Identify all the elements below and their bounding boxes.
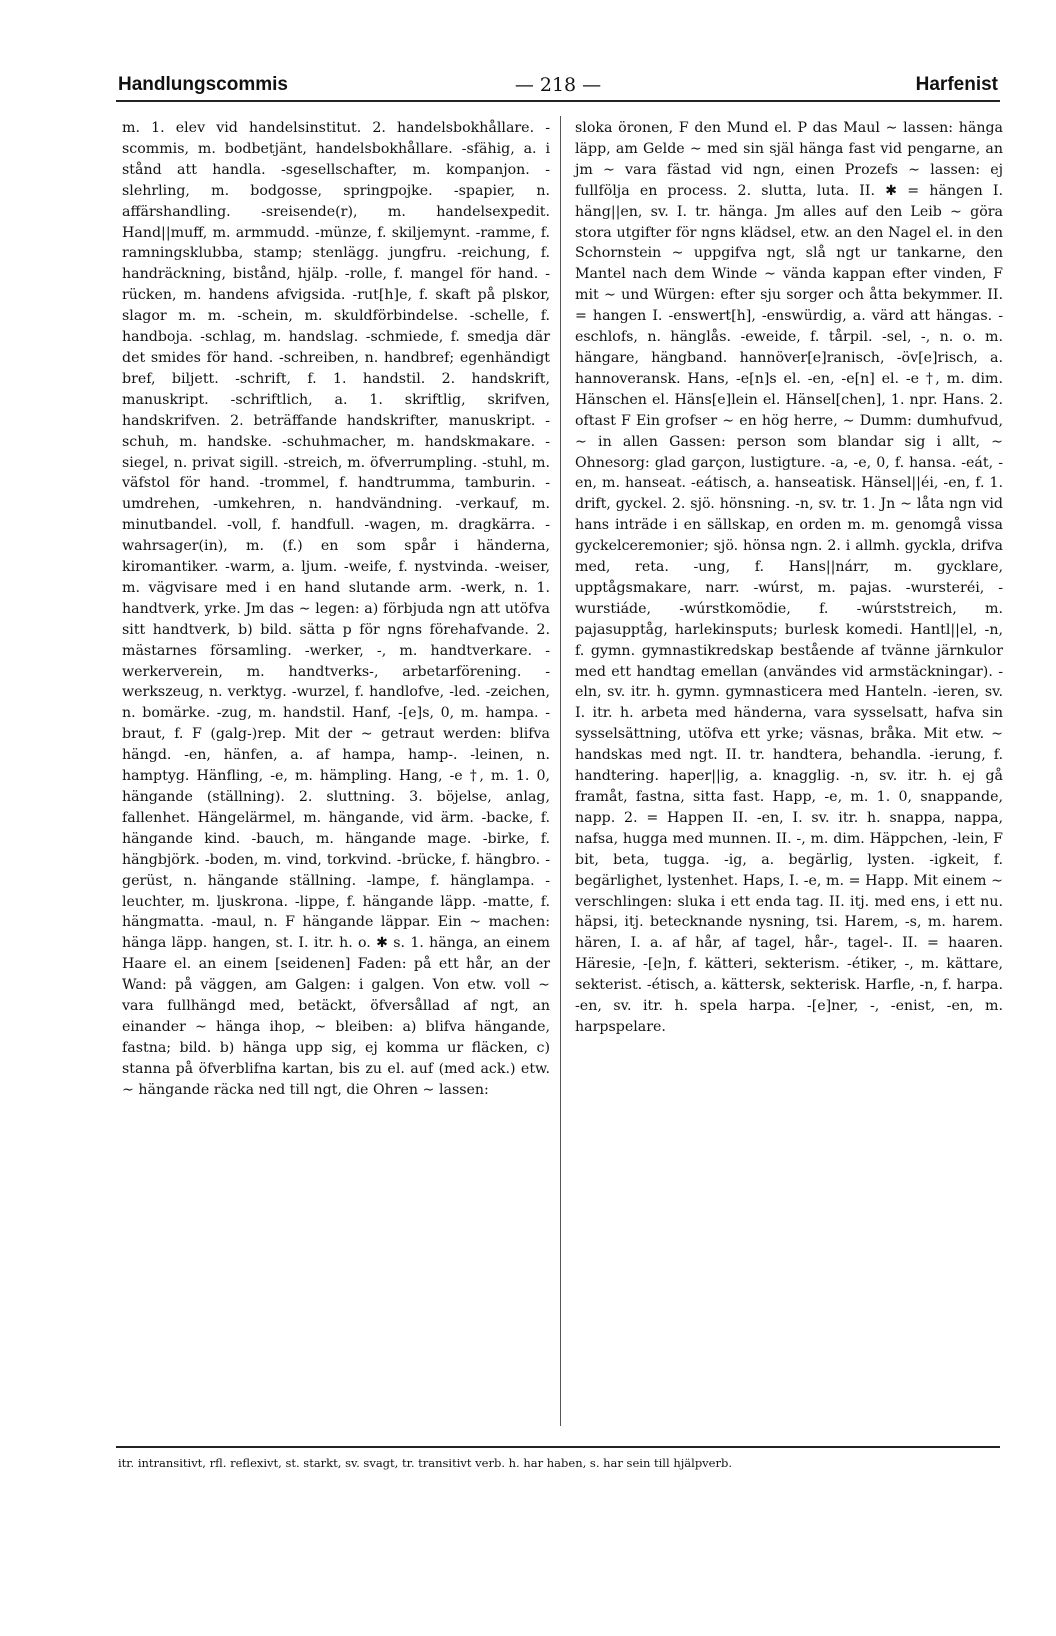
page-number: — 218 —	[514, 74, 602, 96]
footer-rule	[116, 1446, 1000, 1448]
right-column-text: sloka öronen, F den Mund el. P das Maul ∼ lassen: hänga läpp, am Gelde ∼ med sin själ hänga fast vid pengarne, an jm ∼ vara fästad vid ngn, einen Prozefs ∼ lassen: ej fullfölja en process. 2. slutta, luta. II. ✱ = hängen I. häng||en, sv. I. tr. hänga. Jm alles auf den Leib ∼ göra stora utgifter för ngns klädsel, etw. an den Nagel el. in den Schornstein ∼ uppgifva ngt, slå ngt ur tankarne, den Mantel nach dem Winde ∼ vända kappan efter vinden, F mit ∼ und Würgen: efter sju sorger och åtta bekymmer. II. = hangen I. -enswert[h], -enswürdig, a. värd att hängas. -eschlofs, n. hänglås. -eweide, f. tårpil. -sel, -, n. o. m. hängare, hängband. hannöver[e]ranisch, -öv[e]risch, a. hannoveransk. Hans, -e[n]s el. -en, -e[n] el. -e †, m. dim. Hänschen el. Häns[e]lein el. Hänsel[chen], 1. npr. Hans. 2. oftast F Ein grofser ∼ en hög herre, ∼ Dumm: dumhufvud, ∼ in allen Gassen: person som blandar sig i allt, ∼ Ohnesorg: glad garçon, lustigture. -a, -e, 0, f. hansa. -eát, -en, m. hanseat. -eátisch, a. hanseatisk. Hänsel||éi, -en, f. 1. drift, gyckel. 2. sjö. hönsning. -n, sv. tr. 1. Jn ∼ låta ngn vid hans inträde i en sällskap, en orden m. m. genomgå vissa gyckelceremonier; sjö. hönsa ngn. 2. i allmh. gyckla, drifva med, reta. -ung, f. Hans||nárr, m. gycklare, upptågsmakare, narr. -wúrst, m. pajas. -wursteréi, -wurstiáde, -wúrstkomödie, f. -wúrststreich, m. pajasupptåg, harlekinsputs; burlesk komedi. Hantl||el, -n, f. gymn. gymnastikredskap bestående af tvänne järnkulor med ett handtag emellan (användes vid armstäckningar). -eln, sv. itr. h. gymn. gymnasticera med Hanteln. -ieren, sv. I. itr. h. arbeta med händerna, vara sysselsatt, hafva sin sysselsättning, utöfva ett yrke; väsnas, bråka. Mit etw. ∼ handskas med ngt. II. tr. handtera, behandla. -ierung, f. handtering. haper||ig, a. knagglig. -n, sv. itr. h. ej gå framåt, fastna, sitta fast. Happ, -e, m. 1. 0, snappande, napp. 2. = Happen II. -en, I. sv. itr. h. snappa, nappa, nafsa, hugga med munnen. II. -, m. dim. Häppchen, -lein, F bit, beta, tugga. -ig, a. begärlig, lysten. -igkeit, f. begärlighet, lystenhet. Haps, I. -e, m. = Happ. Mit einem ∼ verschlingen: sluka i ett enda tag. II. itj. med ens, i ett nu. häpsi, itj. betecknande nysning, tsi. Harem, -s, m. harem. hären, I. a. af hår, af tagel, hår-, tagel-. II. = haaren. Häresie, -[e]n, f. kätteri, sekterism. -étiker, -, m. kättare, sekterist. -étisch, a. kättersk, sekterisk. Harfle, -n, f. harpa. -en, sv. itr. h. spela harpa. -[e]ner, -, -enist, -en, m. harpspelare.	[575, 120, 1003, 1035]
header-last-headword: Harfenist	[915, 74, 998, 95]
column-divider	[560, 116, 561, 1426]
abbreviation-footer: itr. intransitivt, rfl. reflexivt, st. starkt, sv. svagt, tr. transitivt verb. h. har haben, s. har sein till hjälpverb.	[118, 1456, 732, 1470]
header-rule	[116, 100, 1000, 102]
left-column-text: m. 1. elev vid handelsinstitut. 2. handelsbokhållare. -scommis, m. bodbetjänt, handelsbokhållare. -sfähig, a. i stånd att handla. -sgesellschafter, m. kompanjon. -slehrling, m. bodgosse, springpojke. -spapier, n. affärshandling. -sreisende(r), m. handelsexpedit. Hand||muff, m. armmudd. -münze, f. skiljemynt. -ramme, f. ramningsklubba, stamp; stenlägg. jungfru. -reichung, f. handräckning, bistånd, hjälp. -rolle, f. mangel för hand. -rücken, m. handens afvigsida. -rut[h]e, f. skaft på plskor, slagor m. m. -schein, m. skuldförbindelse. -schelle, f. handboja. -schlag, m. handslag. -schmiede, f. smedja där det smides för hand. -schreiben, n. handbref; egenhändigt bref, biljett. -schrift, f. 1. handstil. 2. handskrift, manuskript. -schriftlich, a. 1. skriftlig, skrifven, handskrifven. 2. beträffande handskrifter, manuskript. -schuh, m. handske. -schuhmacher, m. handskmakare. -siegel, n. privat sigill. -streich, m. öfverrumpling. -stuhl, m. väfstol för hand. -trommel, f. handtrumma, tamburin. -umdrehen, -umkehren, n. handvändning. -verkauf, m. minutbandel. -voll, f. handfull. -wagen, m. dragkärra. -wahrsager(in), m. (f.) en som spår i händerna, kiromantiker. -warm, a. ljum. -weife, f. nystvinda. -weiser, m. vägvisare med i en hand slutande arm. -werk, n. 1. handtverk, yrke. Jm das ∼ legen: a) förbjuda ngn att utöfva sitt handtverk, b) bild. sätta p för ngns förehafvande. 2. mästarnes församling. -werker, -, m. handtverkare. -werkerverein, m. handtverks-, arbetarförening. -werkszeug, n. verktyg. -wurzel, f. handlofve, -led. -zeichen, n. bomärke. -zug, m. handstil. Hanf, -[e]s, 0, m. hampa. -braut, f. F (galg-)rep. Mit der ∼ getraut werden: blifva hängd. -en, hänfen, a. af hampa, hamp-. -leinen, n. hamptyg. Hänfling, -e, m. hämpling. Hang, -e †, m. 1. 0, hängande (ställning). 2. sluttning. 3. böjelse, anlag, fallenhet. Hängelärmel, m. hängande, vid ärm. -backe, f. hängande kind. -bauch, m. hängande mage. -birke, f. hängbjörk. -boden, m. vind, torkvind. -brücke, f. hängbro. -gerüst, n. hängande ställning. -lampe, f. hänglampa. -leuchter, m. ljuskrona. -lippe, f. hängande läpp. -matte, f. hängmatta. -maul, n. F hängande läppar. Ein ∼ machen: hänga läpp. hangen, st. I. itr. h. o. ✱ s. 1. hänga, an einem Haare el. an einem [seidenen] Faden: på ett hår, an der Wand: på väggen, am Galgen: i galgen. Von etw. voll ∼ vara fullhängd med, betäckt, öfversållad af ngt, an einander ∼ hänga ihop, ∼ bleiben: a) blifva hängande, fastna; bild. b) hänga upp sig, ej komma ur fläcken, c) stanna på öfverblifna kartan, bis zu el. auf (med ack.) etw. ∼ hängande räcka ned till ngt, die Ohren ∼ lassen:	[122, 120, 550, 1098]
right-column	[575, 118, 1003, 1038]
running-header	[118, 74, 998, 102]
header-first-headword: Handlungscommis	[118, 74, 288, 95]
left-column	[122, 118, 550, 1101]
